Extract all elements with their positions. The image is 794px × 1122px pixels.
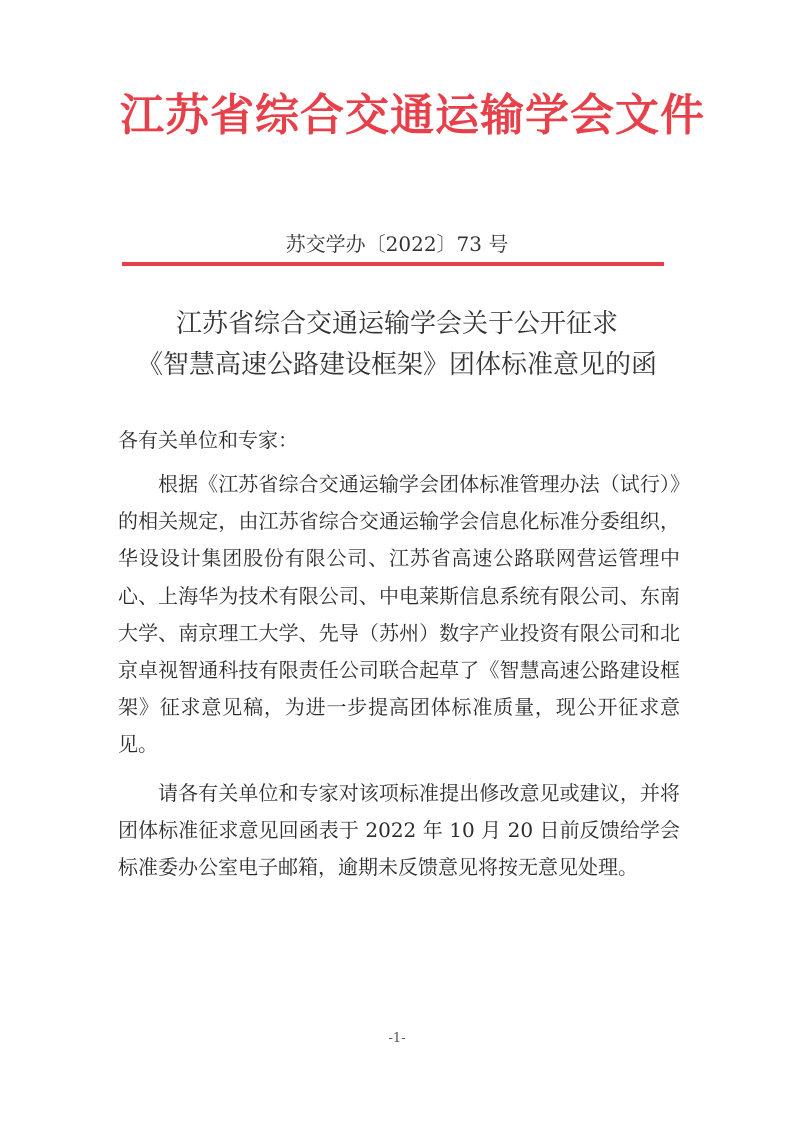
red-divider-line bbox=[122, 262, 664, 266]
letter-title bbox=[100, 304, 694, 386]
body-paragraph: 根据《江苏省综合交通运输学会团体标准管理办法（试行）》的相关规定，由江苏省综合交通运输学会信息化标准分委组织，华设设计集团股份有限公司、江苏省高速公路联网营运管理中心、上海华为技术有限公司、中电莱斯信息系统有限公司、东南大学、南京理工大学、先导（苏州）数字产业投资有限公司和北京卓视智通科技有限责任公司联合起草了《智慧高速公路建设框架》征求意见稿，为进一步提高团体标准质量，现公开征求意见。 bbox=[118, 472, 680, 757]
letter-title-line-1: 江苏省综合交通运输学会关于公开征求 bbox=[175, 309, 618, 339]
page-number: -1- bbox=[388, 1031, 406, 1046]
body-paragraph: 请各有关单位和专家对该项标准提出修改意见或建议，并将团体标准征求意见回函表于 2022 年 10 月 20 日前反馈给学会标准委办公室电子邮箱，逾期未反馈意见将按无意见处理。 bbox=[118, 780, 680, 880]
document-number: 苏交学办〔2022〕73 号 bbox=[285, 232, 509, 256]
issuer-title: 江苏省综合交通运输学会文件 bbox=[120, 90, 705, 141]
letter-body bbox=[118, 466, 680, 886]
letter-title-line-2: 《智慧高速公路建设框架》团体标准意见的函 bbox=[136, 350, 657, 380]
salutation: 各有关单位和专家： bbox=[118, 428, 298, 452]
